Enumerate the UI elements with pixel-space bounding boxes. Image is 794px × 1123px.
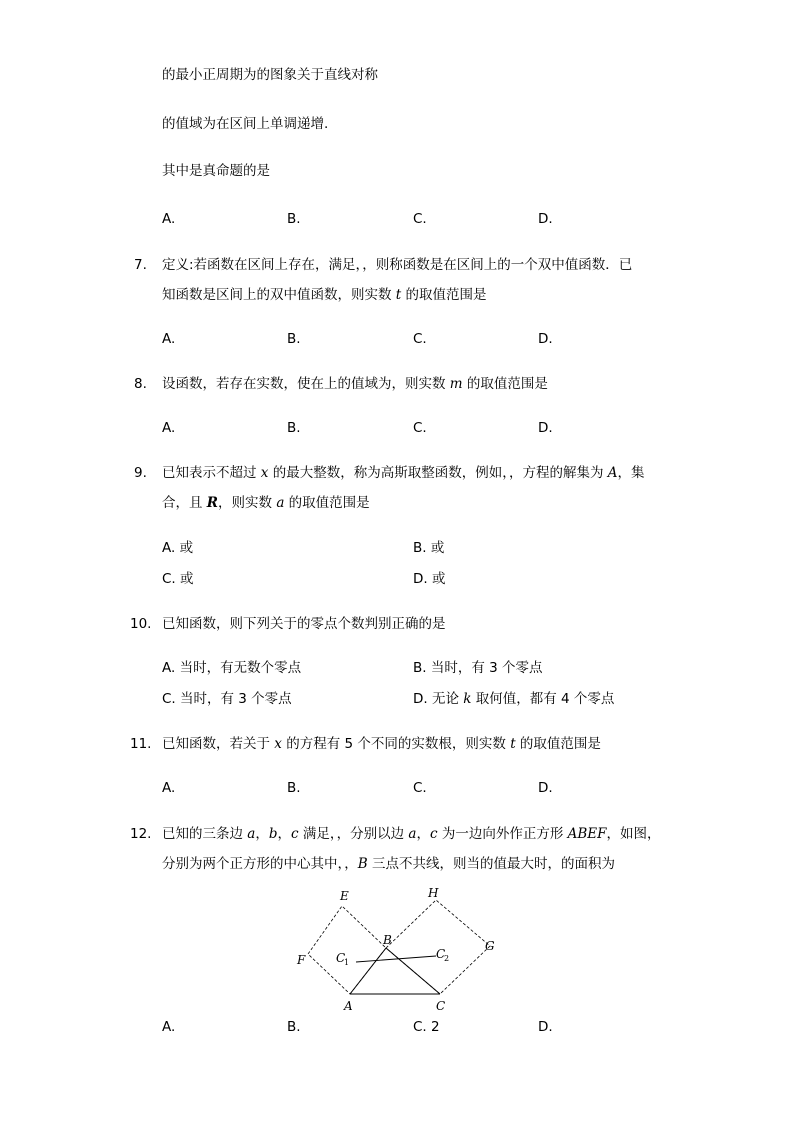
q8-line-1: [162, 375, 548, 393]
label-b: B: [383, 933, 392, 947]
q12-line-2-text-a: 分别为两个正方形的中心其中，，: [162, 856, 358, 872]
prev-option-c: C.: [413, 211, 427, 227]
q11-var-x: x: [274, 736, 282, 752]
label-c: C: [436, 999, 446, 1013]
label-c1-sub: 1: [344, 958, 350, 967]
q12-var-a2: a: [408, 826, 417, 842]
q7-option-b: B.: [287, 331, 301, 347]
prev-line-2: 的值域为在区间上单调递增.: [162, 116, 329, 132]
q12-line-1-text-c: 为一边向外作正方形: [437, 826, 568, 842]
square-abef: [308, 906, 386, 994]
q10-option-d-text-a: D. 无论: [413, 691, 464, 707]
q12-option-a: A.: [162, 1019, 176, 1035]
label-c2-sub: 2: [444, 954, 450, 963]
q10-line-1: 已知函数，则下列关于的零点个数判别正确的是: [162, 616, 446, 632]
label-g: G: [485, 939, 495, 953]
q11-option-d: D.: [538, 780, 553, 796]
q10-option-d-text-b: 取何值，都有 4 个零点: [471, 691, 615, 707]
q11-line-1-text-a: 已知函数，若关于: [162, 736, 275, 752]
q7-var-t: t: [395, 287, 402, 303]
prev-option-b: B.: [287, 211, 301, 227]
prev-option-d: D.: [538, 211, 553, 227]
q12-line-1-text-b: 满足，，分别以边: [298, 826, 409, 842]
prev-option-a: A.: [162, 211, 176, 227]
q9-option-c: C. 或: [162, 571, 194, 587]
q12-var-abef: ABEF: [567, 826, 607, 842]
q9-line-1-text-c: ，集: [617, 465, 645, 481]
q10-option-d: [413, 690, 614, 708]
q9-option-d: D. 或: [413, 571, 446, 587]
q7-option-a: A.: [162, 331, 176, 347]
side-bc: [386, 948, 440, 994]
q12-var-b: b: [268, 826, 278, 842]
q12-var-b-point: B: [357, 856, 368, 872]
q11-line-1: [162, 735, 601, 753]
label-c2: C: [436, 947, 446, 961]
q9-line-2-text-b: ，则实数: [218, 495, 277, 511]
q8-option-d: D.: [538, 420, 553, 436]
label-c1: C: [336, 951, 346, 965]
prev-line-3: 其中是真命题的是: [162, 163, 270, 179]
q11-option-a: A.: [162, 780, 176, 796]
q11-number: 11.: [130, 736, 152, 752]
q9-option-b: B. 或: [413, 540, 445, 556]
q12-var-c2: c: [429, 826, 438, 842]
q12-sep-2: ，: [277, 826, 292, 842]
q9-line-1-text-a: 已知表示不超过: [162, 465, 261, 481]
q7-line-2: [162, 286, 487, 304]
q12-sep-3: ，: [416, 826, 430, 842]
q7-number: 7.: [134, 257, 147, 273]
q8-option-b: B.: [287, 420, 301, 436]
q9-number: 9.: [134, 465, 147, 481]
q9-var-x: x: [260, 465, 269, 481]
q9-line-2-text-c: 的取值范围是: [284, 495, 370, 511]
side-ab: [350, 948, 386, 994]
q9-line-2-text-a: 合，且: [162, 495, 207, 511]
q8-line-1-text-a: 设函数，若存在实数，使在上的值域为，则实数: [162, 376, 450, 392]
q9-line-1-text-b: 的最大整数，称为高斯取整函数，例如，，方程的解集为: [268, 465, 608, 481]
q12-option-c: C. 2: [413, 1019, 440, 1035]
q9-line-2: [162, 494, 370, 512]
q7-option-d: D.: [538, 331, 553, 347]
q12-number: 12.: [130, 826, 152, 842]
q11-var-t: t: [510, 736, 516, 752]
q12-line-1-text-a: 已知的三条边: [162, 826, 248, 842]
q9-var-a: a: [276, 495, 285, 511]
q7-line-2-text-b: 的取值范围是: [401, 287, 487, 303]
q12-sep-1: ，: [255, 826, 269, 842]
q8-number: 8.: [134, 376, 147, 392]
q9-option-a: A. 或: [162, 540, 194, 556]
q10-option-a: A. 当时，有无数个零点: [162, 660, 302, 676]
q12-var-a: a: [247, 826, 256, 842]
q12-line-1-text-d: ，如图，: [606, 826, 661, 842]
label-h: H: [428, 886, 439, 900]
q9-var-a-set: A: [607, 465, 618, 481]
q10-var-k: k: [463, 691, 472, 707]
q12-line-1: [162, 825, 661, 843]
q10-number: 10.: [130, 616, 152, 632]
q7-option-c: C.: [413, 331, 427, 347]
q11-line-1-text-c: 的取值范围是: [515, 736, 601, 752]
q8-option-c: C.: [413, 420, 427, 436]
q9-var-r: R: [206, 495, 219, 511]
q8-option-a: A.: [162, 420, 176, 436]
q9-line-1: [162, 464, 645, 482]
q12-option-d: D.: [538, 1019, 553, 1035]
q12-line-2-text-b: 三点不共线，则当的值最大时，的面积为: [367, 856, 615, 872]
q8-line-1-text-b: 的取值范围是: [462, 376, 548, 392]
q12-line-2: [162, 855, 615, 873]
label-f: F: [297, 953, 306, 967]
prev-line-1: 的最小正周期为的图象关于直线对称: [162, 67, 378, 83]
q12-option-b: B.: [287, 1019, 301, 1035]
q12-var-c: c: [291, 826, 299, 842]
q11-line-1-text-b: 的方程有 5 个不同的实数根，则实数: [281, 736, 511, 752]
q8-var-m: m: [449, 376, 463, 392]
geometry-figure: [290, 884, 510, 1016]
q10-option-b: B. 当时，有 3 个零点: [413, 660, 543, 676]
label-a: A: [344, 999, 353, 1013]
label-e: E: [340, 889, 349, 903]
q10-option-c: C. 当时，有 3 个零点: [162, 691, 292, 707]
q7-line-1: 定义:若函数在区间上存在，满足，，则称函数是在区间上的一个双中值函数．已: [162, 257, 633, 273]
q7-line-2-text-a: 知函数是区间上的双中值函数，则实数: [162, 287, 396, 303]
q11-option-c: C.: [413, 780, 427, 796]
q11-option-b: B.: [287, 780, 301, 796]
